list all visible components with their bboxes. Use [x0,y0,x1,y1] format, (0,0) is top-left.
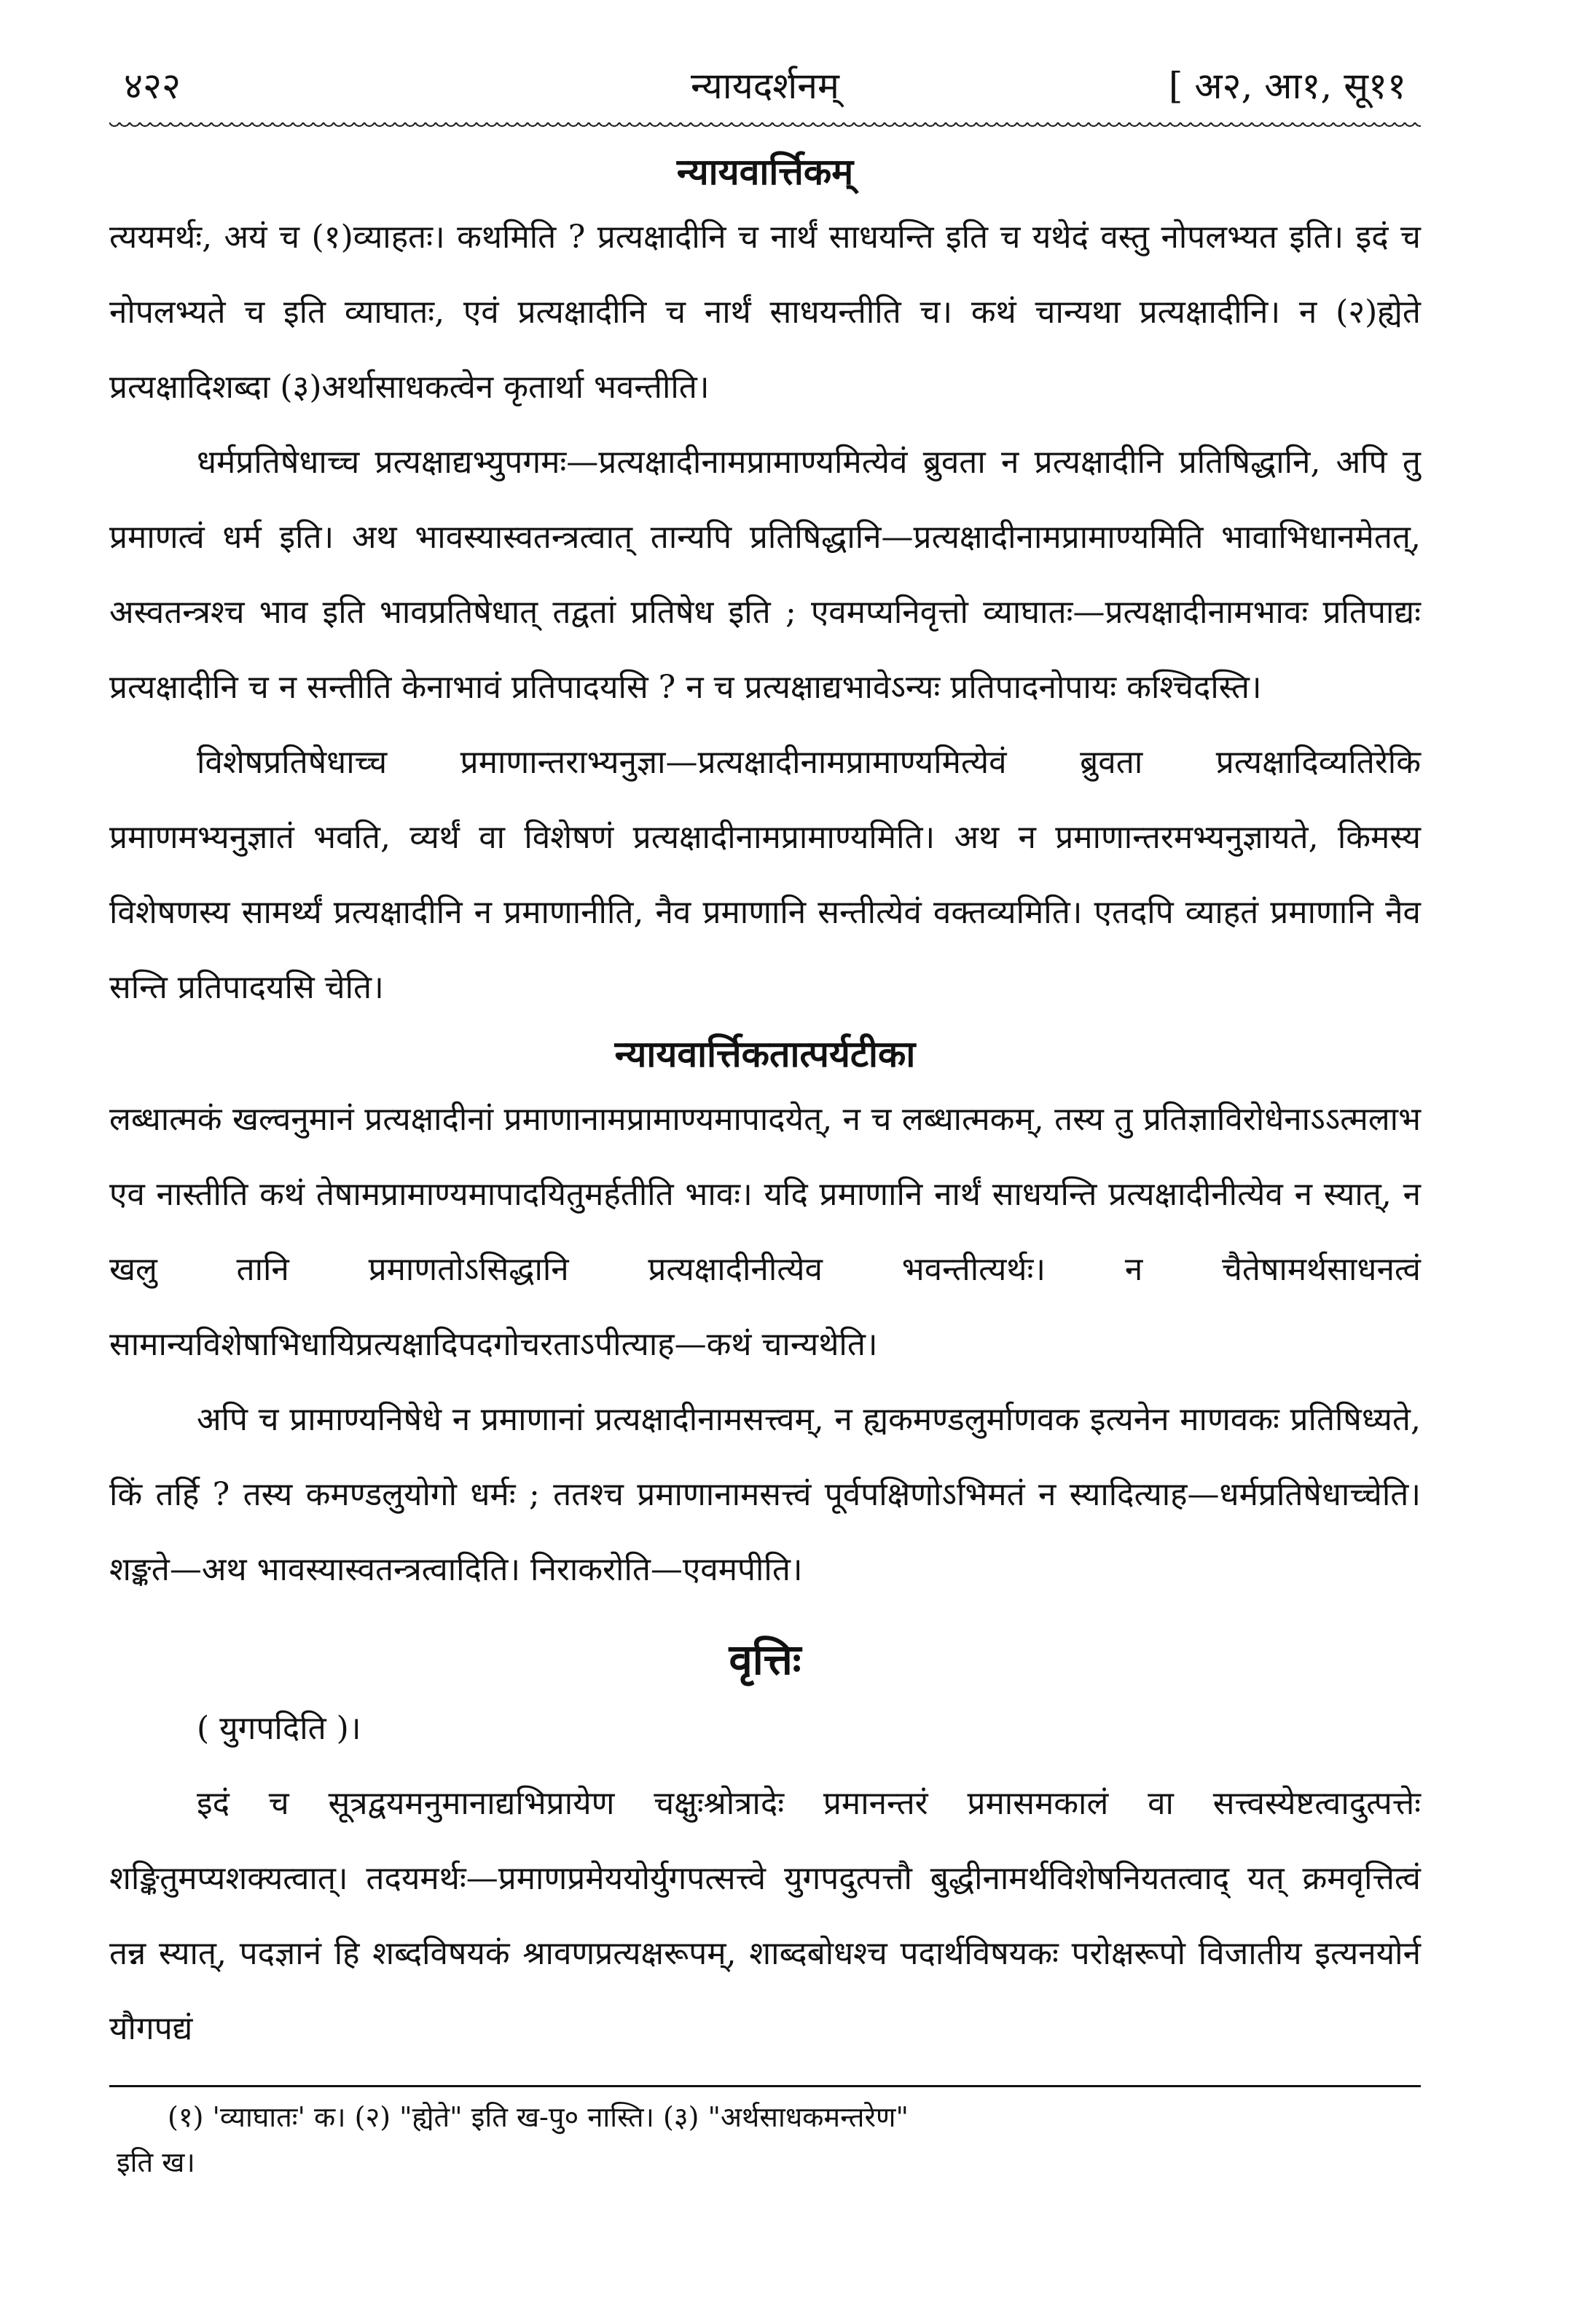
header-wavy-rule [109,122,1421,133]
section-title-vritti: वृत्तिः [729,1635,801,1684]
vritti-paragraph: ( युगपदिति )। [197,1710,361,1747]
book-page [109,51,1421,2185]
tika-paragraph: लब्धात्मकं खल्वनुमानं प्रत्यक्षादीनां प्रमाणानामप्रामाण्यमापादयेत्, न च लब्धात्मकम्, तस्य तु प्रतिज्ञाविरोधेनाऽऽत्मलाभ एव नास्तीति कथं तेषामप्रामाण्यमापादयितुमर्हतीति भावः। यदि प्रमाणानि नार्थं साधयन्ति प्रत्यक्षादीनीत्येव न स्यात्, न खलु तानि प्रमाणतोऽसिद्धानि प्रत्यक्षादीनीत्येव भवन्तीत्यर्थः। न चैतेषामर्थसाधनत्वं सामान्यविशेषाभिधायिप्रत्यक्षादिपदगोचरताऽपीत्याह—कथं चान्यथेति। [109,1101,1421,1363]
running-title: न्यायदर्शनम् [691,65,839,107]
vartika-paragraph: विशेषप्रतिषेधाच्च प्रमाणान्तराभ्यनुज्ञा—प्रत्यक्षादीनामप्रामाण्यमित्येवं ब्रुवता प्रत्यक्षादिव्यतिरेकि प्रमाणमभ्यनुज्ञातं भवति, व्यर्थं वा विशेषणं प्रत्यक्षादीनामप्रामाण्यमिति। अथ न प्रमाणान्तरमभ्यनुज्ञायते, किमस्य विशेषणस्य सामर्थ्यं प्रत्यक्षादीनि न प्रमाणानीति, नैव प्रमाणानि सन्तीत्येवं वक्तव्यमिति। एतदपि व्याहतं प्रमाणानि नैव सन्ति प्रतिपादयसि चेति। [109,744,1421,1006]
tika-paragraph: अपि च प्रामाण्यनिषेधे न प्रमाणानां प्रत्यक्षादीनामसत्त्वम्, न ह्यकमण्डलुर्माणवक इत्यनेन माणवकः प्रतिषिध्यते, किं तर्हि ? तस्य कमण्डलुयोगो धर्मः ; ततश्च प्रमाणानामसत्त्वं पूर्वपक्षिणोऽभिमतं न स्यादित्याह—धर्मप्रतिषेधाच्चेति। शङ्कते—अथ भावस्यास्वतन्त्रत्वादिति। निराकरोति—एवमपीति। [109,1401,1421,1588]
footnote-line: इति ख। [117,2146,195,2178]
footnote-rule [109,2085,1421,2087]
section-title-vartika: न्यायवार्त्तिकम् [676,150,854,193]
section-reference: [ अ२, आ१, सू११ [1168,65,1406,107]
vritti-paragraph: इदं च सूत्रद्वयमनुमानाद्यभिप्रायेण चक्षुःश्रोत्रादेः प्रमानन्तरं प्रमासमकालं वा सत्त्वस्येष्टत्वादुत्पत्तेः शङ्कितुमप्यशक्यत्वात्। तदयमर्थः—प्रमाणप्रमेययोर्युगपत्सत्त्वे युगपदुत्पत्तौ बुद्धीनामर्थविशेषनियतत्वाद् यत् क्रमवृत्तित्वं तन्न स्यात्, पदज्ञानं हि शब्दविषयकं श्रावणप्रत्यक्षरूपम्, शाब्दबोधश्च पदार्थविषयकः परोक्षरूपो विजातीय इत्यनयोर्न यौगपद्यं [109,1785,1421,2047]
page-number: ४२२ [124,65,181,107]
vartika-paragraph: धर्मप्रतिषेधाच्च प्रत्यक्षाद्यभ्युपगमः—प्रत्यक्षादीनामप्रामाण्यमित्येवं ब्रुवता न प्रत्यक्षादीनि प्रतिषिद्धानि, अपि तु प्रमाणत्वं धर्म इति। अथ भावस्यास्वतन्त्रत्वात् तान्यपि प्रतिषिद्धानि—प्रत्यक्षादीनामप्रामाण्यमिति भावाभिधानमेतत्, अस्वतन्त्रश्च भाव इति भावप्रतिषेधात् तद्वतां प्रतिषेध इति ; एवमप्यनिवृत्तो व्याघातः—प्रत्यक्षादीनामभावः प्रतिपाद्यः प्रत्यक्षादीनि च न सन्तीति केनाभावं प्रतिपादयसि ? न च प्रत्यक्षाद्यभावेऽन्यः प्रतिपादनोपायः कश्चिदस्ति। [109,444,1421,706]
section-title-tika: न्यायवार्त्तिकतात्पर्यटीका [614,1032,916,1075]
vartika-paragraph: त्ययमर्थः, अयं च (१)व्याहतः। कथमिति ? प्रत्यक्षादीनि च नार्थं साधयन्ति इति च यथेदं वस्तु नोपलभ्यत इति। इदं च नोपलभ्यते च इति व्याघातः, एवं प्रत्यक्षादीनि च नार्थं साधयन्तीति च। कथं चान्यथा प्रत्यक्षादीनि। न (२)ह्येते प्रत्यक्षादिशब्दा (३)अर्थासाधकत्वेन कृतार्था भवन्तीति। [109,219,1421,406]
page-header [109,51,1421,117]
footnote-line: (१) 'व्याघातः' क। (२) "ह्येते" इति ख-पु० नास्ति। (३) "अर्थसाधकमन्तरेण" [168,2101,909,2133]
